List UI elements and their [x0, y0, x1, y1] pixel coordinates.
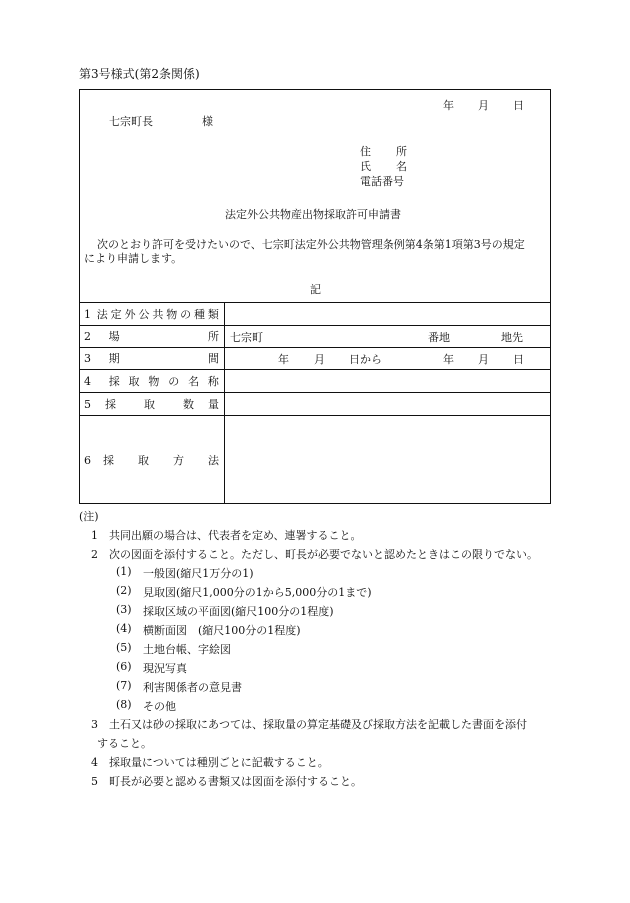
- document-title: 法定外公共物産出物採取許可申請書: [225, 208, 401, 221]
- note-5: 5 町長が必要と認める書類又は図面を添付すること。: [91, 775, 362, 788]
- note-2-sub-text: 横断面図 (縮尺100分の1程度): [143, 624, 301, 637]
- note-2-sub-num: (4): [116, 622, 132, 635]
- date-day: 日: [513, 99, 524, 112]
- note-2-sub-text: 土地台帳、字絵図: [143, 643, 231, 656]
- note-2-sub-text: その他: [143, 700, 176, 713]
- addressee-name: 七宗町長: [109, 115, 153, 128]
- body-text-line2: により申請します。: [84, 252, 183, 265]
- note-2-sub-num: (2): [116, 584, 132, 597]
- period-year-end: 年: [443, 353, 454, 366]
- table-line: [79, 392, 551, 393]
- period-month-start: 月: [314, 353, 325, 366]
- location-banchi: 番地: [428, 331, 450, 344]
- note-2-sub-num: (5): [116, 641, 132, 654]
- note-2-sub-num: (8): [116, 698, 132, 711]
- table-column-divider: [224, 303, 225, 504]
- note-2-sub-num: (1): [116, 565, 132, 578]
- note-2-sub-num: (7): [116, 679, 132, 692]
- period-day-end: 日: [513, 353, 524, 366]
- period-year-start: 年: [278, 353, 289, 366]
- body-text-line1: 次のとおり許可を受けたいので、七宗町法定外公共物管理条例第4条第1項第3号の規定: [97, 238, 525, 251]
- applicant-address-label-1: 住: [360, 145, 371, 158]
- applicant-name-label-1: 氏: [360, 160, 371, 173]
- table-line: [79, 369, 551, 370]
- date-month: 月: [478, 99, 489, 112]
- table-row-1-label: 1 法 定 外 公 共 物 の 種 類: [84, 307, 219, 321]
- note-2-sub-num: (6): [116, 660, 132, 673]
- table-line: [79, 415, 551, 416]
- note-2-sub-text: 見取図(縮尺1,000分の1から5,000分の1まで): [143, 586, 372, 599]
- note-2-sub-text: 採取区域の平面図(縮尺100分の1程度): [143, 605, 334, 618]
- table-row-6-label: 6 採 取 方 法: [84, 453, 219, 467]
- note-2-sub-text: 一般図(縮尺1万分の1): [143, 567, 254, 580]
- table-row-3-label: 3 期 間: [84, 351, 219, 365]
- location-town: 七宗町: [230, 331, 263, 344]
- applicant-name-label-2: 名: [396, 160, 407, 173]
- applicant-address-label-2: 所: [396, 145, 407, 158]
- table-row-2-label: 2 場 所: [84, 329, 219, 343]
- table-line: [79, 302, 551, 303]
- ki-heading: 記: [310, 283, 321, 296]
- note-2-sub-text: 現況写真: [143, 662, 187, 675]
- table-row-4-label: 4 採 取 物 の 名 称: [84, 374, 219, 388]
- table-line: [79, 325, 551, 326]
- note-2: 2 次の図面を添付すること。ただし、町長が必要でないと認めたときはこの限りでない。: [91, 548, 538, 561]
- note-2-sub-num: (3): [116, 603, 132, 616]
- date-year: 年: [443, 99, 454, 112]
- note-1: 1 共同出願の場合は、代表者を定め、連署すること。: [91, 529, 362, 542]
- applicant-phone-label: 電話番号: [360, 175, 404, 188]
- note-3-line2: すること。: [97, 737, 152, 750]
- note-4: 4 採取量については種別ごとに記載すること。: [91, 756, 329, 769]
- table-line: [79, 347, 551, 348]
- period-day-start: 日から: [349, 353, 382, 366]
- period-month-end: 月: [478, 353, 489, 366]
- note-3-line1: 3 土石又は砂の採取にあつては、採取量の算定基礎及び採取方法を記載した書面を添付: [91, 718, 527, 731]
- table-row-5-label: 5 採 取 数 量: [84, 397, 219, 411]
- form-number: 第3号様式(第2条関係): [79, 67, 200, 81]
- addressee-honorific: 様: [202, 115, 213, 128]
- notes-header: (注): [79, 510, 99, 523]
- note-2-sub-text: 利害関係者の意見書: [143, 681, 242, 694]
- location-saki: 地先: [501, 331, 523, 344]
